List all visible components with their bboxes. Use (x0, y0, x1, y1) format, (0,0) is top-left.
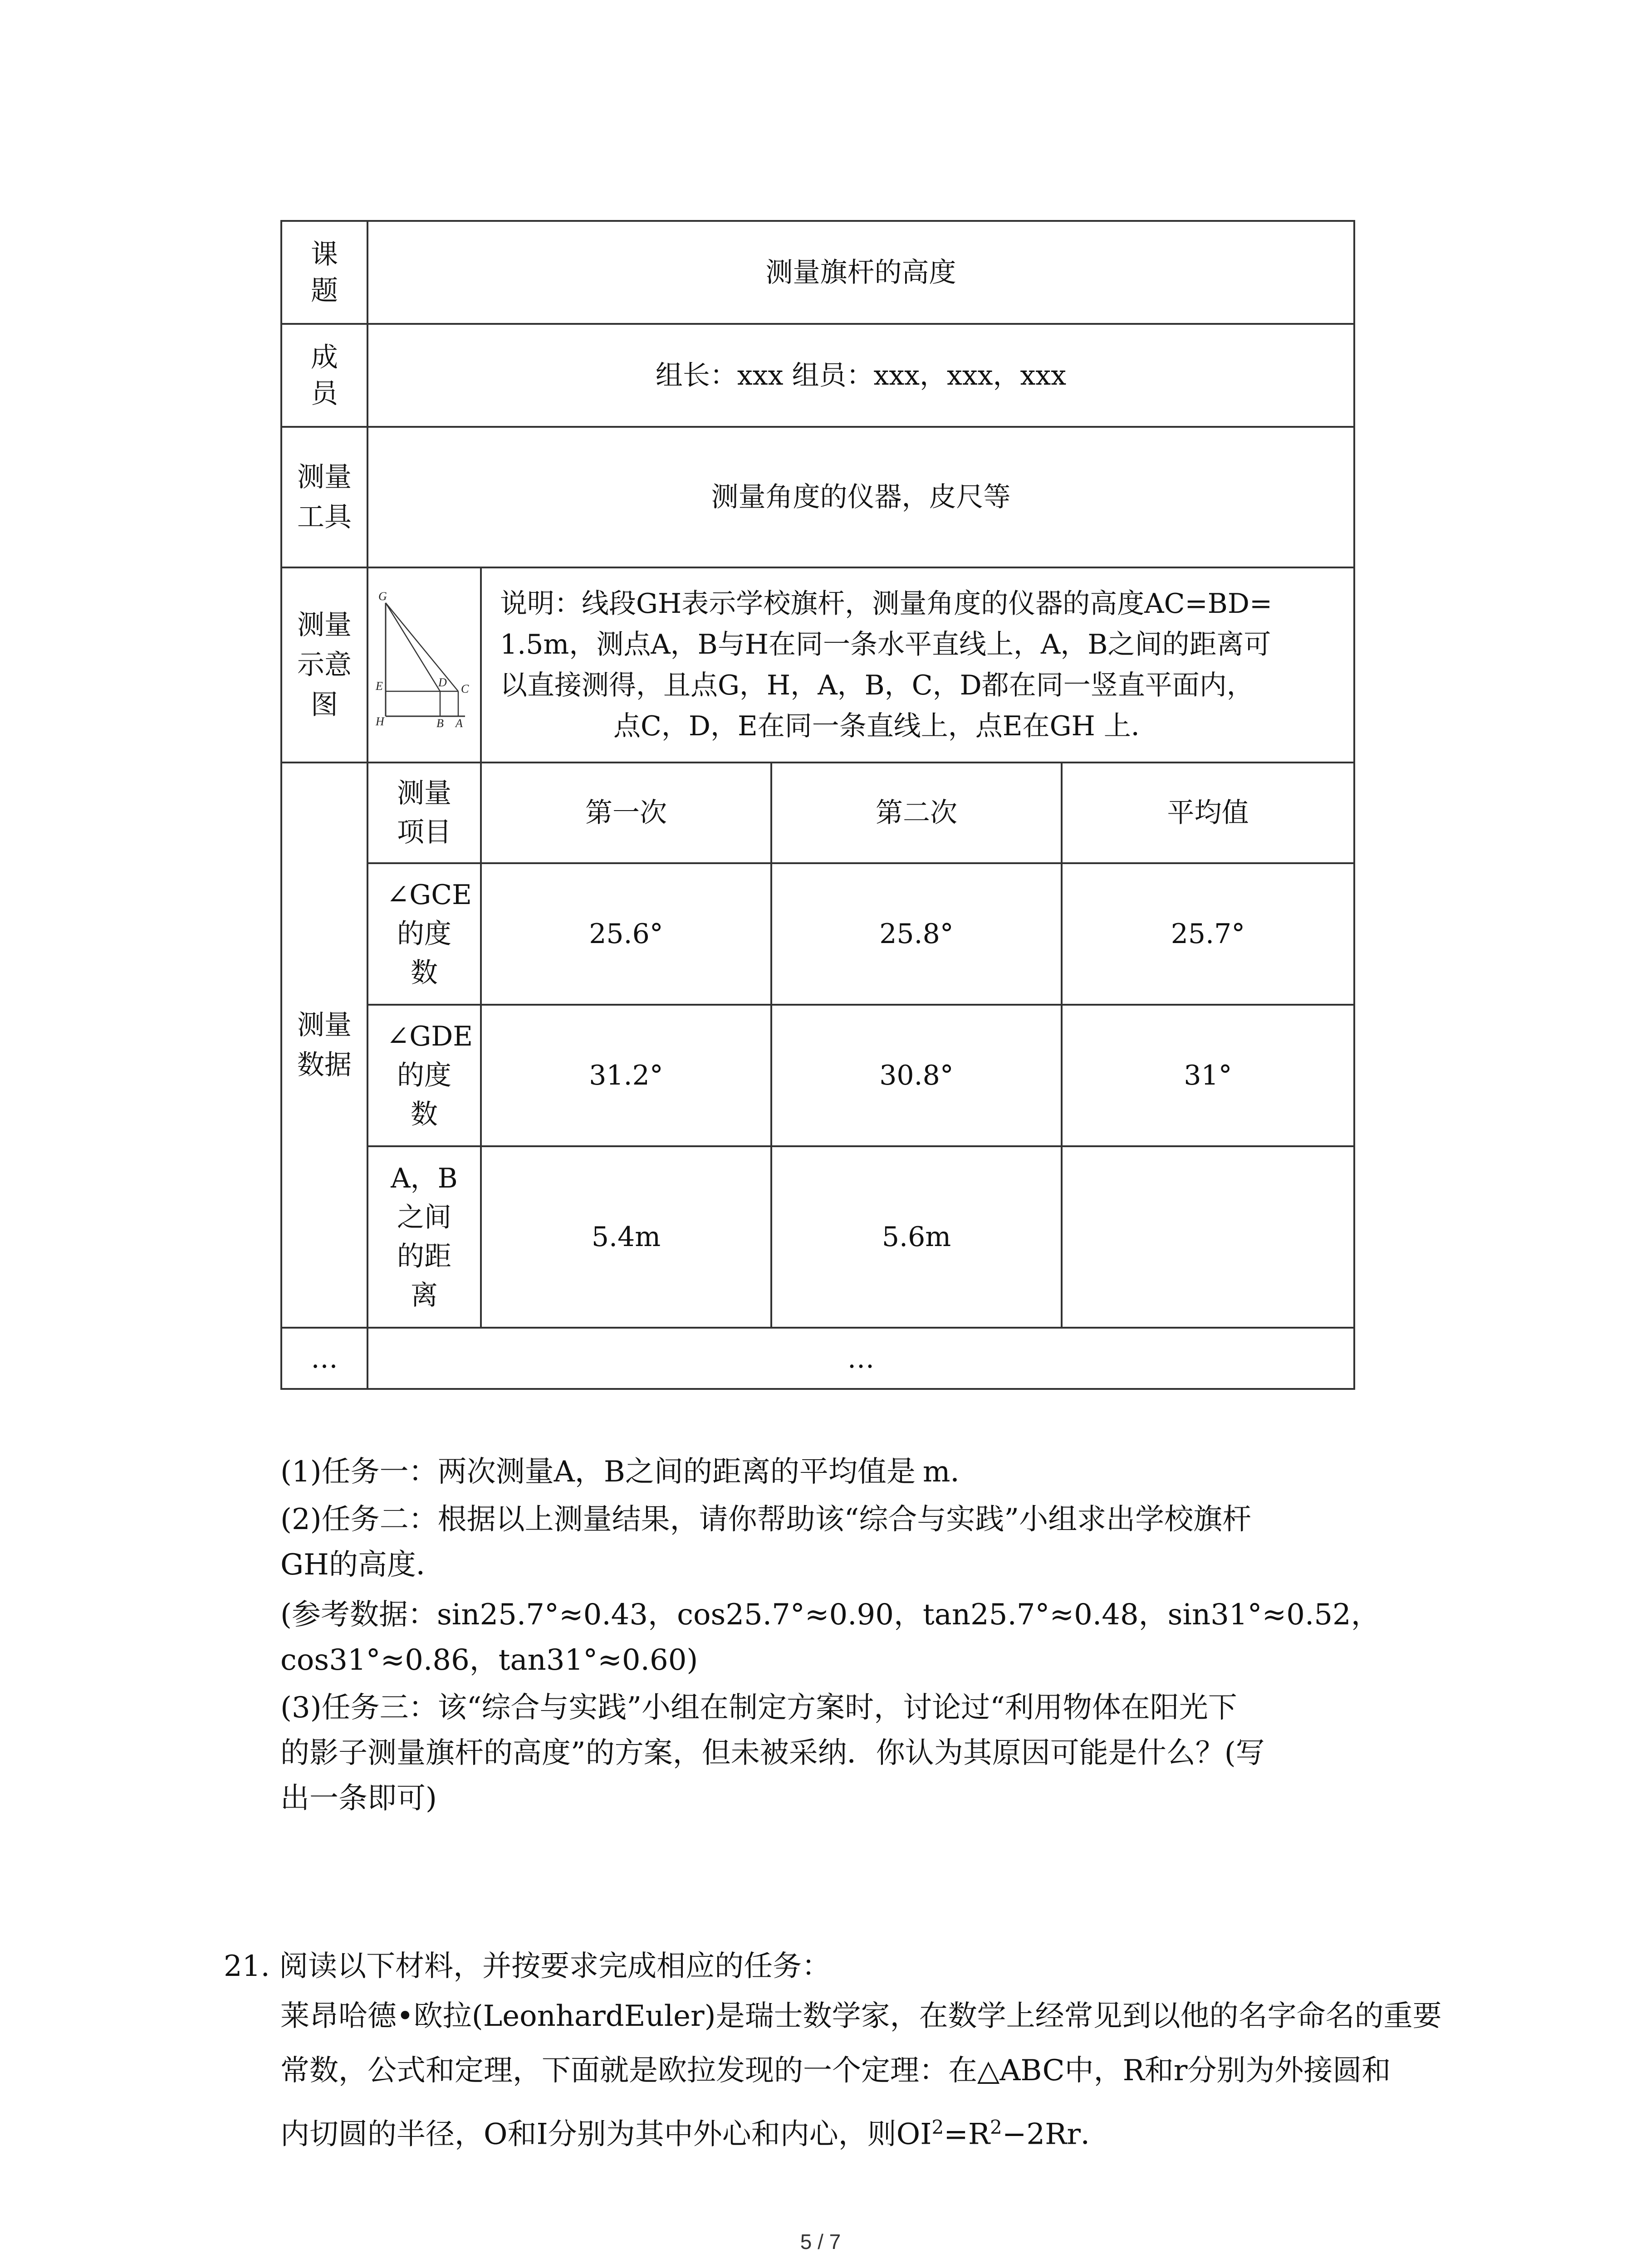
row-average: 31° (1062, 1005, 1354, 1146)
members-value: 组长：xxx 组员：xxx，xxx，xxx (367, 324, 1354, 427)
data-header-row (281, 763, 1354, 863)
point-g: G (378, 589, 387, 603)
point-h: H (376, 714, 384, 728)
diagram-row (281, 567, 1354, 763)
row-first: 31.2° (481, 1005, 771, 1146)
question-1 (280, 1449, 980, 1495)
data-label: 测量数据 (281, 763, 367, 1328)
point-b: B (436, 716, 444, 730)
sight-line-d (386, 603, 440, 691)
row-item: A，B之间的距离 (367, 1146, 481, 1328)
row-item: ∠GDE的度数 (367, 1005, 481, 1146)
formula-text-b: =R (944, 2117, 990, 2151)
tools-value: 测量角度的仪器，皮尺等 (367, 427, 1354, 567)
reference-data-line-1: (参考数据：sin25.7°≈0.43，cos25.7°≈0.90，tan25.7°≈0.48，sin31°≈0.52， (280, 1598, 1380, 1632)
tools-row (281, 427, 1354, 567)
ellipsis-row (281, 1328, 1354, 1389)
problem-21-title: 21. 阅读以下材料，并按要求完成相应的任务： (224, 1950, 831, 1983)
ellipsis-left: … (281, 1328, 367, 1389)
description-line: 1.5m，测点A，B与H在同一条水平直线上，A，B之间的距离可 (500, 629, 1271, 660)
problem-21-line-3: 常数，公式和定理，下面就是欧拉发现的一个定理：在△ABC中，R和r分别为外接圆和 (280, 2054, 1391, 2087)
ellipsis-right: … (367, 1328, 1354, 1389)
question-3-line-1: (3)任务三：该“综合与实践”小组在制定方案时，讨论过“利用物体在阳光下 (280, 1691, 1237, 1725)
reference-data-line-2: cos31°≈0.86，tan31°≈0.60) (280, 1643, 698, 1677)
row-average (1062, 1146, 1354, 1328)
row-second: 25.8° (771, 863, 1062, 1005)
table-row (281, 1146, 1354, 1328)
header-item: 测量项目 (367, 763, 481, 863)
header-second: 第二次 (771, 763, 1062, 863)
description-line: 以直接测得，且点G，H，A，B，C，D都在同一竖直平面内， (500, 670, 1254, 701)
formula-text-c: −2Rr． (1002, 2117, 1110, 2151)
members-row (281, 324, 1354, 427)
project-table (280, 220, 1355, 1390)
row-average: 25.7° (1062, 863, 1354, 1005)
problem-21-line-2: 莱昂哈德•欧拉(LeonhardEuler)是瑞士数学家，在数学上经常见到以他的名字命名的重要 (280, 1999, 1442, 2033)
topic-value: 测量旗杆的高度 (367, 221, 1354, 324)
point-d: D (438, 675, 447, 689)
description-cell (481, 567, 1354, 763)
description-line: 点C，D，E在同一条直线上，点E在GH 上． (613, 710, 1158, 742)
header-first: 第一次 (481, 763, 771, 863)
superscript: 2 (931, 2116, 944, 2138)
question-2-line-2: GH的高度． (280, 1548, 445, 1582)
tools-label: 测量工具 (281, 427, 367, 567)
formula-text-a: 内切圆的半径，O和I分别为其中外心和内心，则OI (280, 2117, 932, 2151)
page-number: 5 / 7 (800, 2230, 841, 2253)
question-2-line-1: (2)任务二：根据以上测量结果，请你帮助该“综合与实践”小组求出学校旗杆 (280, 1503, 1252, 1536)
description-line: 说明：线段GH表示学校旗杆，测量角度的仪器的高度AC=BD= (500, 588, 1273, 620)
row-second: 5.6m (771, 1146, 1062, 1328)
question-3-line-2: 的影子测量旗杆的高度”的方案，但未被采纳．你认为其原因可能是什么？(写 (280, 1736, 1265, 1770)
row-second: 30.8° (771, 1005, 1062, 1146)
table-row (281, 1005, 1354, 1146)
sight-line-c (386, 603, 458, 691)
question-3-line-3: 出一条即可) (280, 1782, 437, 1815)
point-c: C (461, 682, 469, 695)
superscript: 2 (990, 2116, 1002, 2138)
q1-unit: m． (922, 1455, 980, 1489)
row-first: 5.4m (481, 1146, 771, 1328)
header-average: 平均值 (1062, 763, 1354, 863)
table-row (281, 863, 1354, 1005)
topic-label: 课题 (281, 221, 367, 324)
members-label: 成员 (281, 324, 367, 427)
measurement-diagram (372, 589, 476, 730)
q1-text: (1)任务一：两次测量A，B之间的距离的平均值是 (280, 1455, 916, 1489)
diagram-label: 测量示意图 (281, 567, 367, 763)
problem-21-line-4 (280, 2100, 1110, 2161)
diagram-cell (367, 567, 481, 763)
point-a: A (456, 716, 463, 730)
point-e: E (376, 679, 383, 693)
topic-row (281, 221, 1354, 324)
row-first: 25.6° (481, 863, 771, 1005)
row-item: ∠GCE的度数 (367, 863, 481, 1005)
